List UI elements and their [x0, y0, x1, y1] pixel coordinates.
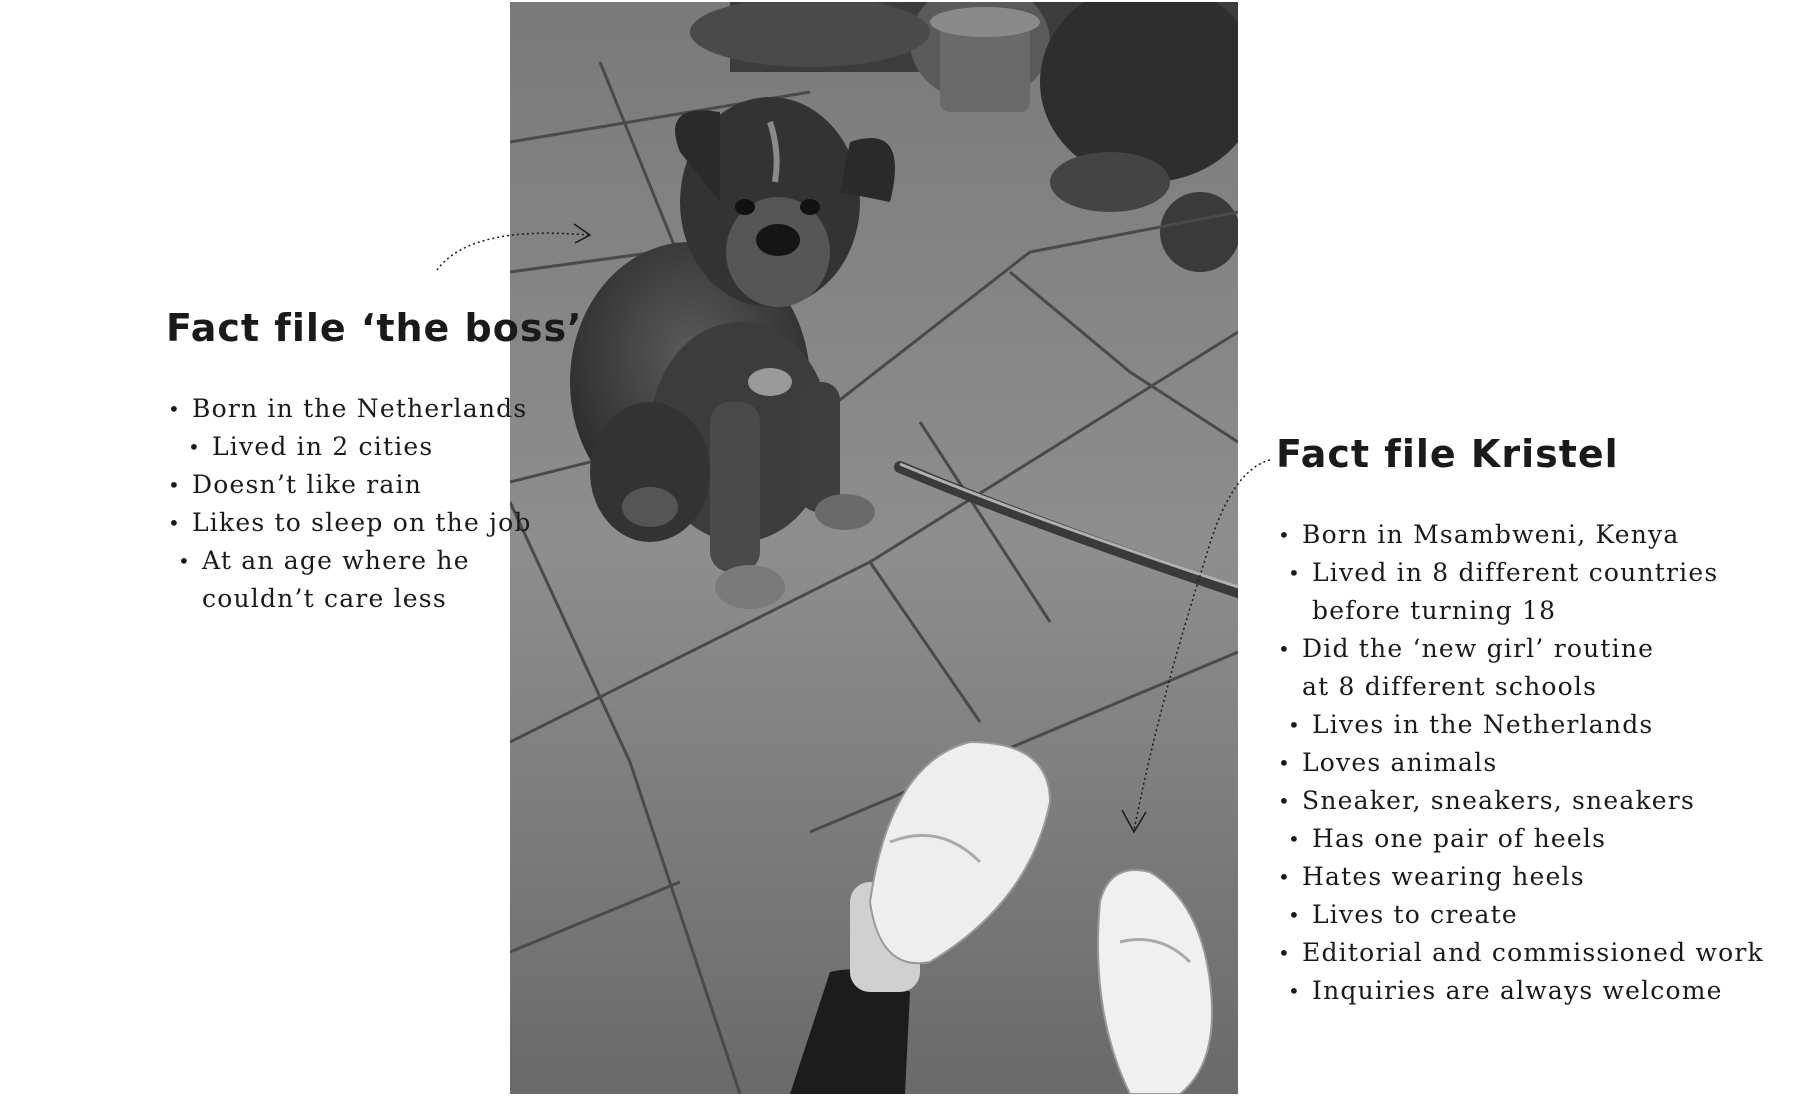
list-item: [1286, 554, 1764, 630]
list-item: [1286, 896, 1764, 934]
kristel-fact-list: [1276, 516, 1764, 1010]
list-item: [1286, 706, 1764, 744]
list-item-text: Born in the Netherlands: [192, 394, 528, 423]
list-item-text: Inquiries are always welcome: [1312, 976, 1723, 1005]
list-item-text: Lived in 2 cities: [212, 432, 434, 461]
list-item-text: Born in Msambweni, Kenya: [1302, 520, 1680, 549]
list-item-text: At an age where he: [202, 546, 470, 575]
list-item-text: Has one pair of heels: [1312, 824, 1607, 853]
list-item: [1276, 782, 1764, 820]
boss-title: Fact file ‘the boss’: [166, 306, 583, 350]
fact-file-boss: [166, 306, 583, 618]
list-item-continuation: at 8 different schools: [1302, 672, 1598, 701]
list-item-text: Lived in 8 different countries: [1312, 558, 1719, 587]
list-item: [1276, 744, 1764, 782]
kristel-title: Fact file Kristel: [1276, 432, 1619, 476]
list-item: [1286, 972, 1764, 1010]
list-item: [1276, 934, 1764, 972]
list-item-text: Likes to sleep on the job: [192, 508, 532, 537]
list-item-text: Editorial and commissioned work: [1302, 938, 1764, 967]
list-item: [186, 428, 583, 466]
list-item-text: Hates wearing heels: [1302, 862, 1585, 891]
list-item-continuation: couldn’t care less: [202, 584, 447, 613]
list-item: [166, 504, 583, 542]
list-item-text: Lives to create: [1312, 900, 1518, 929]
list-item: [1286, 820, 1764, 858]
list-item: [166, 466, 583, 504]
list-item-text: Did the ‘new girl’ routine: [1302, 634, 1655, 663]
list-item-text: Doesn’t like rain: [192, 470, 422, 499]
list-item: [176, 542, 583, 618]
list-item-text: Loves animals: [1302, 748, 1498, 777]
list-item: [1276, 858, 1764, 896]
fact-file-kristel: [1276, 432, 1764, 1010]
dog-photo: [510, 2, 1238, 1094]
list-item-text: Lives in the Netherlands: [1312, 710, 1654, 739]
list-item: [1276, 630, 1764, 706]
photo-illustration: [510, 2, 1238, 1094]
list-item-continuation: before turning 18: [1312, 596, 1557, 625]
list-item: [166, 390, 583, 428]
boss-fact-list: [166, 390, 583, 618]
list-item-text: Sneaker, sneakers, sneakers: [1302, 786, 1695, 815]
list-item: [1276, 516, 1764, 554]
